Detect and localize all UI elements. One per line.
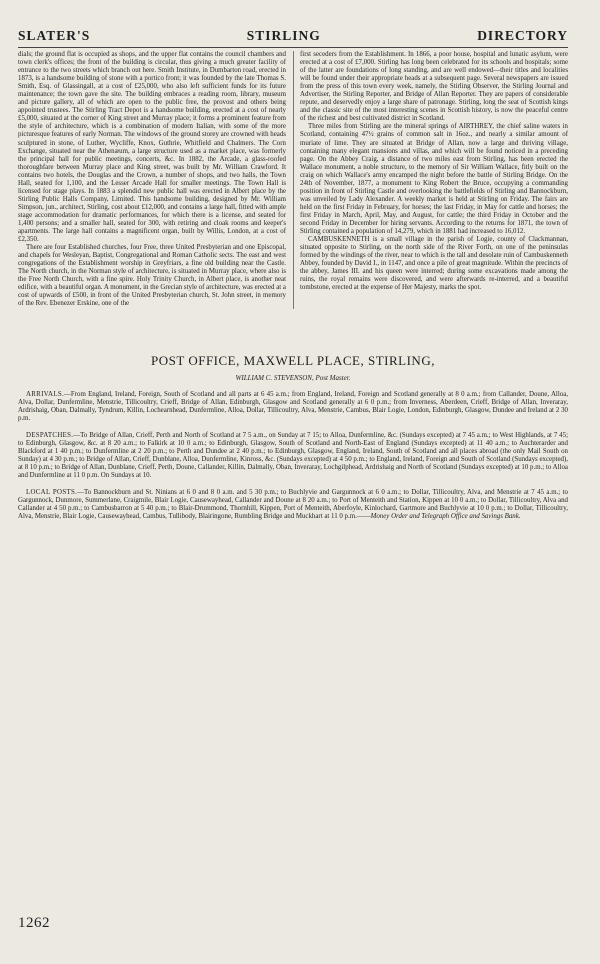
directory-page [18, 28, 568, 521]
local-posts-text: —To Bannockburn and St. Ninians at 6 0 and 8 0 a.m. and 5 30 p.m.; to Buchlyvie and Gargunnock at 6 0 a.m.; to Dollar, Tillicoultry, Alva, and Menstrie at 7 45 a.m.; to Gargunnock, Dunmore, Summerlane, Craigmile, Blair Logie, Causewayhead, Callander and Doune at 8 20 a.m.; to Port of Menteith and Station, Kippen at 10 0 a.m.; to Dollar, Tillicoultry, Alva and Callander at 4 50 p.m.; to Cambusbarron at 5 40 p.m.; to Blair-Drummond, Thornhill, Kippen, Port of Menteith, Aberfoyle, Kinlochard, Gartmore and Buchlyvie at 10 0 p.m.; to Dollar, Tillicoultry, Alva, Menstrie, Blair Logie, Causewayhead, Cambus, Tullibody, Blairingone, Rumbling Bridge and Muckhart at 11 0 p.m.—— [18, 488, 568, 521]
postmaster-line [18, 374, 568, 382]
arrivals-paragraph [18, 391, 568, 423]
despatches-text: —To Bridge of Allan, Crieff, Perth and North of Scotland at 7 5 a.m., on Sunday at 7 15; to Alloa, Dunfermline, &c. (Sundays excepted) at 7 45 a.m.; to West Highlands, at 7 45; to Edinburgh, Glasgow, &c. at 8 20 a.m.; to Falkirk at 10 0 a.m.; to Edinburgh, Glasgow, South of Scotland and North-East of England (Sundays excepted) at 11 40 a.m.; to Auchterarder and Blackford at 1 40 p.m.; to Dunfermline at 2 20 p.m.; to Perth and Dundee at 2 40 p.m.; to Edinburgh, Glasgow, England, Ireland, South of Scotland and all places abroad (the only Mail South on Sunday) at 4 30 p.m.; to Bridge of Allan, Crieff, Dunblane, Alloa, Dunfermline, Kinross, &c. (Sundays excepted) at 4 50 p.m.; to England, Ireland, Foreign and South of Scotland (Sundays excepted), at 8 10 p.m.; to Bridge of Allan, Dunblane, Crieff, Perth, Doune, Callander, Killin, Dalmally, Oban, Inveraray, Lochgilphead, Ardrishaig and North of Scotland (Sundays excepted) at 10 p.m.; to Alloa and Dunfermline at 11 0 p.m. On Sundays at 10. [18, 431, 568, 479]
postmaster-name: WILLIAM C. STEVENSON, [235, 373, 314, 382]
despatches-label: DESPATCHES. [26, 431, 74, 439]
postmaster-role: Post Master. [315, 373, 351, 382]
local-posts-label: LOCAL POSTS. [26, 488, 78, 496]
right-paragraph-2: Three miles from Stirling are the mineral springs of AIRTHREY, the chief saline waters in Scotland, containing 47½ grains of common salt in 16oz., and nearly a similar amount of muriate of lime. They are situated at Bridge of Allan, now a large and thriving village, containing many elegant mansions and villas, and which will be found noticed in a preceding page. On the Abbey Craig, a distance of two miles east from Stirling, has been erected the Wallace monument, a noble structure, to the memory of Sir William Wallace, fitly built on the craig on which Wallace's army encamped the night before the battle of Stirling Bridge. On the 24th of November, 1877, a monument to King Robert the Bruce, occupying a commanding position in front of Stirling Castle and overlooking the battlefields of Stirling and Bannockburn, was unveiled by Lady Alexander. A weekly market is held at Stirling on Friday. The fairs are held on the first Friday in February, for horses; the last Friday, in May for cattle and horses; the first Friday in March, April, May, and August, for cattle; the third Friday in October and the second Friday in December for hiring servants. According to the returns for 1871, the town of Stirling contained a population of 14,279, which in 1881 had increased to 16,012. [300, 123, 568, 236]
arrivals-label: ARRIVALS. [26, 390, 64, 398]
left-paragraph-1: dials; the ground flat is occupied as shops, and the upper flat contains the council chambers and town clerk's offices; the front of the building is circular, thus giving a much greater facility of entrance to the two streets which branch out here. Smith Institute, in Dumbarton road, erected in 1873, is a handsome building of stone with a portico front; it was founded by the late Thomas S. Smith, Esq. of Glassingall, at a cost of £25,000, who also left sufficient funds for its future maintenance; the town gave the site. The building embraces a reading room, library, museum and picture gallery, all of which are open to the public free, the provost and others being appointed trustees. The Stirling Tract Depot is a handsome building, erected at a cost of nearly £5,000, situated at the corner of King street and Murray place; it forms a prominent feature from the style of architecture, which is a combination of modern Italian, with some of the more picturesque features of early Norman. The windows of the ground storey are crowned with heads sculptured in stone, of Luther, Wycliffe, Knox, Guthrie, Whitfield and Chalmers. The Corn Exchange, situated near the Athenæum, a large structure used as a market place, was formerly the principal hall for public meetings, concerts, &c. In 1882, the Arcade, a glass-roofed thoroughfare between Murray place and King street, was built by Mr. William Crawford. It contains two hotels, the Douglas and the Crown, a number of shops, and two halls, the Town Hall, seated for 1,100, and the Lesser Arcade Hall for smaller meetings. The Town Hall is licensed for stage plays. In 1883 a splendid new public hall was erected in Albert place by the Stirling Public Halls Company, Limited. This handsome building, designed by Mr. William Simpson, jun., architect, Stirling, cost about £12,000, and contains a large hall, fitted with ample stage accommodation for dramatic performances, for which there is a license, and seated for 1,400 persons; and a smaller hall, seated for 300, with retiring and cloak rooms and keeper's apartments. The large hall contains a magnificent organ, built by Willis, London, at a cost of £2,350. [18, 51, 286, 244]
despatches-paragraph [18, 432, 568, 480]
running-header [18, 28, 568, 48]
header-directory: DIRECTORY [477, 28, 568, 43]
right-column [293, 51, 568, 309]
right-paragraph-3: CAMBUSKENNETH is a small village in the parish of Logie, county of Clackmannan, situated opposite to Stirling, on the north side of the River Forth, on one of the peninsulas formed by the windings of the river, near to which is the tall and desolate ruin of Cambuskenneth Abbey, founded by David I., in 1147, and once a pile of great magnitude. Within the precincts of the abbey, James III. and his queen were interred; during some excavations made among the ruins, the royal remains were discovered, and were afterwards re-interred, and a beautiful tombstone, erected at the expense of Her Majesty, marks the spot. [300, 236, 569, 292]
post-office-title: POST OFFICE, MAXWELL PLACE, STIRLING, [151, 352, 435, 368]
left-column [18, 51, 293, 309]
local-posts-paragraph [18, 489, 568, 521]
arrivals-text: —From England, Ireland, Foreign, South of Scotland and all parts at 6 45 a.m.; from England, Ireland, Foreign and Scotland generally at 8 0 a.m.; from Callander, Doune, Alloa, Alva, Dollar, Dunfermline, Menstrie, Tillicoultry, Crieff, Bridge of Allan, Edinburgh, Glasgow and Scotland generally at 6 0 p.m.; from Inverness, Aberdeen, Crieff, Bridge of Allan, Inveraray, Ardrishaig, Oban, Dalmally, Tyndrum, Killin, Lochearnhead, Dunfermline, Alloa, Dollar, Tillicoultry, Alva, Menstrie, Cambus, Blair Logie, London, Edinburgh, Glasgow, Dundee and Ireland at 2 30 p.m. [18, 390, 568, 422]
header-publisher: SLATER'S [18, 28, 91, 43]
left-paragraph-2: There are four Established churches, four Free, three United Presbyterian and one Episcopal, and chapels for Wesleyan, Baptist, Congregational and Roman Catholic sects. The east and west congregations of the Establishment worship in Greyfriars, a fine old building near the Castle. The North church, in the Norman style of architecture, is situated in Murray place, where also is the Free North Church, with a fine spire. Holy Trinity Church, in Albert place, is another neat edifice, with a beautiful organ. A monument, in the Grecian style of architecture, was erected at a cost of upwards of £500, in front of the United Presbyterian church, St. John street, in memory of the Rev. Ebenezer Erskine, one of the [18, 244, 286, 308]
money-order-note: Money Order and Telegraph Office and Savings Bank. [370, 513, 521, 521]
header-town: STIRLING [246, 28, 321, 43]
right-paragraph-1: first seceders from the Establishment. In 1866, a poor house, hospital and lunatic asylum, were erected at a cost of £7,000. Stirling has long been celebrated for its schools and hospitals; some of the latter are foundations of long standing, and are well endowed—their titles and localities will be found under their appropriate heads at a subsequent page. Several newspapers are issued from the press of this town every week, namely, the Stirling Observer, the Stirling Journal and Advertiser, the Stirling Reporter, and Bridge of Allan Reporter. They are papers of considerable repute, and deservedly enjoy a large share of patronage. Stirling, long the seat of Scottish kings and the classic site of the most interesting scenes in Scottish history, is now the peaceful centre of the richest and best cultivated district in Scotland. [300, 51, 568, 123]
page-number: 1262 [18, 915, 50, 931]
column-divider [293, 51, 294, 309]
two-column-text [18, 51, 568, 309]
